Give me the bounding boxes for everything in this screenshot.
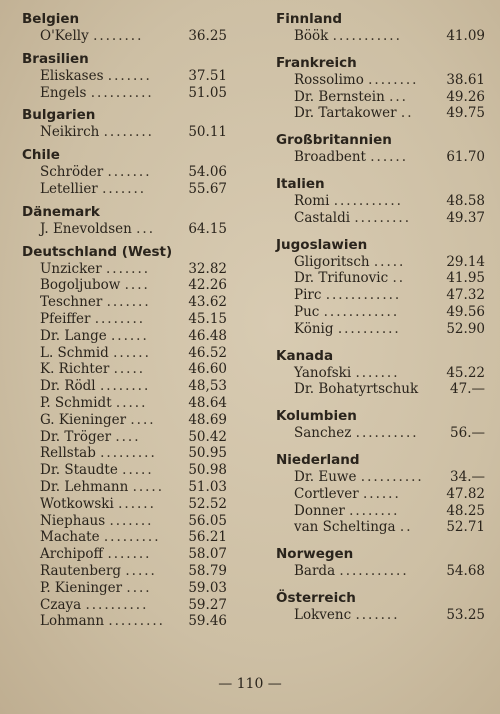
player-score: 37.51 [188,67,227,84]
country-heading: Dänemark [22,203,100,220]
player-score: 43.62 [188,294,227,311]
player-name: Eliskases [40,67,104,84]
leader-dots: ..... [113,361,146,378]
leader-dots: ........... [339,563,409,580]
player-score: 34.— [450,468,485,485]
leader-dots: ... [136,220,155,237]
left-column [22,10,230,630]
country-heading: Bulgarien [22,107,96,124]
player-name: Rellstab [40,445,96,462]
player-name: Letellier [40,180,98,197]
player-score: 52.71 [446,519,485,536]
player-row [22,328,230,345]
player-row [276,365,488,382]
player-row [22,345,230,362]
player-score: 59.03 [188,579,227,596]
player-score: 50.95 [188,445,227,462]
player-row [22,546,230,563]
player-name: Bogoljubow [40,277,121,294]
player-score: 50.98 [188,462,227,479]
player-name: Rautenberg [40,562,122,579]
player-score: 51.05 [188,84,227,101]
player-score: 64.15 [188,220,227,237]
player-score: 56.05 [188,512,227,529]
player-name: König [294,320,334,337]
player-row [276,89,488,106]
player-score: 50.42 [188,428,227,445]
leader-dots: ..... [125,562,157,579]
player-score: 53.25 [446,606,485,623]
player-row [276,28,488,45]
player-score: 48.25 [446,502,485,519]
leader-dots: .......... [90,84,154,101]
leader-dots: ....... [355,364,400,381]
leader-dots: ........ [103,124,154,141]
player-row [276,469,488,486]
leader-dots: ............ [325,287,402,304]
player-name: Dr. Euwe [294,468,357,485]
player-score: 42.26 [188,277,227,294]
player-row [22,294,230,311]
player-name: Böök [294,28,329,44]
player-row [276,210,488,227]
leader-dots: ....... [107,164,152,181]
player-name: Dr. Lehmann [40,478,129,495]
player-score: 46.48 [188,327,227,344]
player-row [22,28,230,45]
country-heading: Chile [22,147,60,164]
leader-dots: .... [124,277,150,294]
player-score: 47.32 [446,287,485,304]
leader-dots: ....... [106,294,151,311]
player-name: Wotkowski [40,495,114,512]
player-row [22,462,230,479]
leader-dots: ........ [368,71,419,88]
player-name: Puc [294,303,320,320]
leader-dots: ........ [94,310,146,327]
player-row [22,613,230,630]
leader-dots: ......... [103,529,161,546]
country-heading: Finnland [276,11,343,27]
player-name: P. Schmidt [40,394,112,411]
player-name: Sanchez [294,425,352,442]
leader-dots: ........ [93,28,144,44]
player-name: K. Richter [40,361,110,378]
leader-dots: ....... [107,67,152,84]
country-heading: Kolumbien [276,408,357,425]
player-row [276,304,488,321]
player-score: 46.60 [188,361,227,378]
player-name: Rossolimo [294,71,364,88]
player-row [22,311,230,328]
player-score: 45.15 [188,310,227,327]
player-name: Dr. Tartakower [294,105,397,122]
player-name: Lohmann [40,613,105,630]
leader-dots: .. [392,270,406,287]
player-name: Dr. Rödl [40,378,96,395]
player-score: 49.56 [446,303,485,320]
player-score: 59.27 [188,596,227,613]
player-row [22,221,230,238]
player-row [22,597,230,614]
player-name: Teschner [40,294,103,311]
leader-dots: ..... [373,253,406,270]
player-name: Cortlever [294,485,359,502]
player-score: 56.— [450,425,485,442]
leader-dots: ......... [100,445,157,462]
player-score: 48.64 [188,394,227,411]
player-name: Castaldi [294,209,351,226]
player-score: 49.75 [446,105,485,122]
player-name: Dr. Lange [40,327,107,344]
player-score: 56.21 [188,529,227,546]
player-row [276,486,488,503]
leader-dots: .......... [355,425,419,442]
player-name: Czaya [40,596,82,613]
player-score: 52.90 [446,320,485,337]
player-name: Pirc [294,287,322,304]
player-score: 58.07 [188,546,227,563]
player-name: P. Kieninger [40,579,123,596]
player-row [276,607,488,624]
country-heading: Brasilien [22,50,89,67]
player-name: Pfeiffer [40,310,91,327]
player-score: 52.52 [188,495,227,512]
player-row [22,580,230,597]
player-name: Machate [40,529,100,546]
player-row [22,261,230,278]
player-score: 45.22 [446,364,485,381]
country-heading: Frankreich [276,54,357,71]
player-score: 51.03 [188,478,227,495]
player-row [22,378,230,395]
leader-dots: ..... [115,394,148,411]
player-row [22,429,230,446]
leader-dots: ........... [332,28,402,44]
leader-dots: ...... [118,495,156,512]
player-row [22,361,230,378]
player-row [276,149,488,166]
leader-dots: .. [400,105,414,122]
country-heading: Italien [276,175,325,192]
player-row [276,425,488,442]
leader-dots: ........ [99,378,151,395]
player-score: 29.14 [446,253,485,270]
country-heading: Norwegen [276,546,354,563]
player-row [276,254,488,271]
leader-dots: ...... [111,327,149,344]
leader-dots: .......... [360,468,424,485]
leader-dots: ..... [132,478,165,495]
country-heading: Großbritannien [276,132,392,149]
player-name: Barda [294,563,336,580]
player-score: 41.95 [446,270,485,287]
player-row [276,321,488,338]
player-row [22,395,230,412]
leader-dots: .... [126,579,152,596]
player-row [22,496,230,513]
country-heading: Jugoslawien [276,236,368,253]
player-row [276,503,488,520]
country-heading: Deutschland (West) [22,243,173,260]
player-name: Unzicker [40,260,102,277]
country-heading: Österreich [276,589,356,606]
leader-dots: ...... [363,485,401,502]
player-name: J. Enevoldsen [40,220,132,237]
player-score: 59.46 [188,613,227,630]
leader-dots: ....... [355,606,400,623]
player-score: 58.79 [188,562,227,579]
player-score: 47.— [450,381,485,398]
player-score: 49.26 [446,88,485,105]
player-row [22,85,230,102]
player-row [22,563,230,580]
player-name: Broadbent [294,149,366,166]
player-name: Engels [40,84,87,101]
player-score: 54.68 [446,563,485,580]
player-row [276,287,488,304]
player-row [22,445,230,462]
leader-dots: .. [399,519,413,536]
player-name: G. Kieninger [40,411,127,428]
leader-dots: ... [389,88,408,105]
player-row [276,193,488,210]
player-name: Niephaus [40,512,106,529]
leader-dots: ........... [333,192,403,209]
leader-dots: ........ [349,502,400,519]
player-score: 48.69 [188,411,227,428]
player-name: Dr. Staudte [40,462,118,479]
player-score: 38.61 [446,71,485,88]
leader-dots: ....... [105,260,151,277]
player-score: 41.09 [446,28,485,44]
country-heading: Niederland [276,451,360,468]
player-name: Dr. Bernstein [294,88,385,105]
player-name: Dr. Tröger [40,428,112,445]
player-score: 47.82 [446,485,485,502]
player-row [276,381,488,398]
player-row [22,124,230,141]
player-score: 48.58 [446,192,485,209]
player-row [276,563,488,580]
right-column [276,10,488,624]
player-name: Donner [294,502,345,519]
player-name: van Scheltinga [294,519,396,536]
leader-dots: .... [115,428,141,445]
player-name: Neikirch [40,124,100,141]
player-score: 49.37 [446,209,485,226]
leader-dots: .......... [337,320,401,337]
player-name: Dr. Trifunovic [294,270,389,287]
player-row [22,479,230,496]
player-row [22,164,230,181]
player-name: Yanofski [294,364,352,381]
leader-dots: .......... [85,596,149,613]
player-name: L. Schmid [40,344,109,361]
player-row [22,529,230,546]
leader-dots: ......... [108,613,165,630]
leader-dots: ...... [113,344,151,361]
leader-dots: ..... [122,462,154,479]
player-score: 48,53 [188,378,227,395]
player-name: O'Kelly [40,28,89,44]
leader-dots: ....... [109,512,154,529]
player-name: Schröder [40,164,104,181]
player-score: 54.06 [188,164,227,181]
player-score: 36.25 [188,28,227,44]
leader-dots: ...... [370,149,408,166]
player-row [22,277,230,294]
player-score: 32.82 [188,260,227,277]
player-name: Lokvenc [294,606,352,623]
leader-dots: .... [130,411,156,428]
player-name: Dr. Bohatyrtschuk [294,381,419,398]
player-name: Archipoff [40,546,104,563]
player-score: 50.11 [188,124,227,141]
player-row [22,181,230,198]
player-row [276,105,488,122]
player-score: 61.70 [446,149,485,166]
player-row [22,412,230,429]
player-name: Romi [294,192,330,209]
leader-dots: ....... [107,546,152,563]
page-number: — 110 — [218,676,282,692]
player-row [22,68,230,85]
player-score: 55.67 [188,180,227,197]
player-row [276,519,488,536]
leader-dots: ....... [102,180,147,197]
player-row [22,513,230,530]
player-row [276,72,488,89]
player-score: 46.52 [188,344,227,361]
player-row [276,270,488,287]
country-heading: Belgien [22,11,80,27]
leader-dots: ......... [354,209,411,226]
player-name: Gligoritsch [294,253,370,270]
leader-dots: ............ [323,303,400,320]
country-heading: Kanada [276,347,334,364]
